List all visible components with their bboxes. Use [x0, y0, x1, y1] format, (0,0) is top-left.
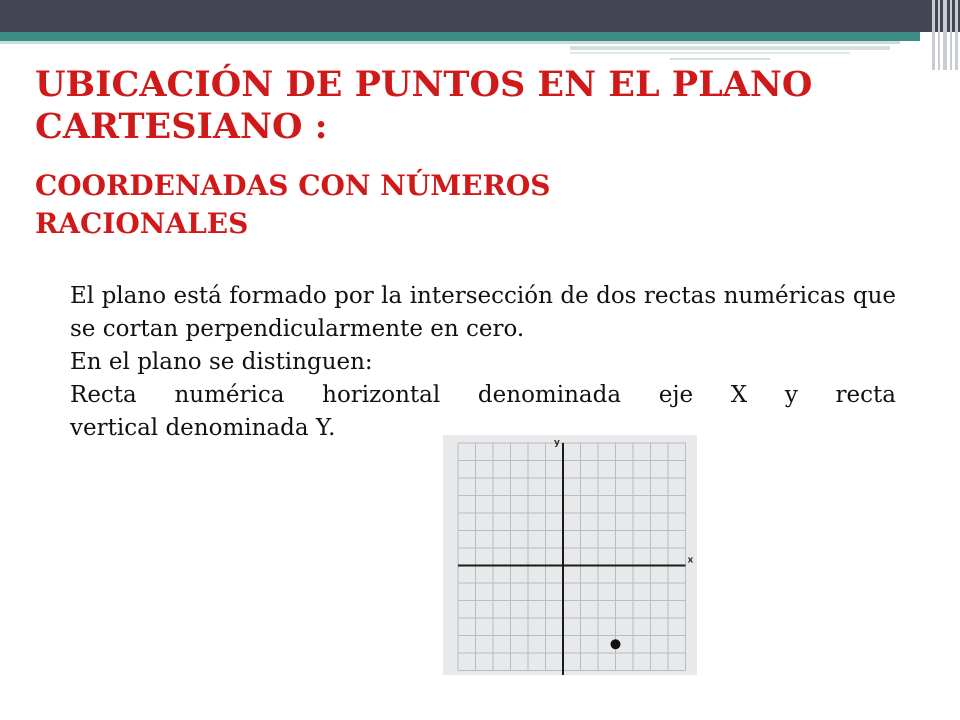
x-axis-label: x — [687, 555, 694, 566]
plotted-point — [611, 639, 621, 649]
title-line-2: CARTESIANO : — [35, 106, 328, 147]
decorative-stripe — [670, 58, 770, 60]
top-banner — [0, 0, 960, 32]
decorative-right-bars — [930, 0, 960, 70]
title-line-1: UBICACIÓN DE PUNTOS EN EL PLANO — [35, 64, 813, 105]
slide-title — [35, 64, 915, 148]
paragraph-definition: El plano está formado por la intersección de dos rectas numéricas que se cortan perpendicularmente en cero. — [70, 283, 896, 342]
slide-body — [70, 280, 896, 445]
subtitle-line-2: RACIONALES — [35, 207, 249, 240]
paragraph-axes-cont: vertical denominada Y. — [70, 415, 336, 441]
paragraph-distinguish: En el plano se distinguen: — [70, 349, 373, 375]
teal-accent-band — [0, 32, 920, 41]
plane-background — [443, 435, 697, 675]
y-axis-label: y — [554, 438, 560, 448]
decorative-stripe — [570, 46, 890, 50]
subtitle-line-1: COORDENADAS CON NÚMEROS — [35, 169, 551, 202]
cartesian-plane — [443, 435, 697, 675]
decorative-stripe — [570, 52, 850, 54]
paragraph-axes: Recta numérica horizontal denominada eje X y recta — [70, 382, 896, 408]
teal-accent-band-thin — [0, 41, 900, 44]
slide-subtitle — [35, 167, 915, 243]
cartesian-plane-figure — [443, 435, 697, 675]
